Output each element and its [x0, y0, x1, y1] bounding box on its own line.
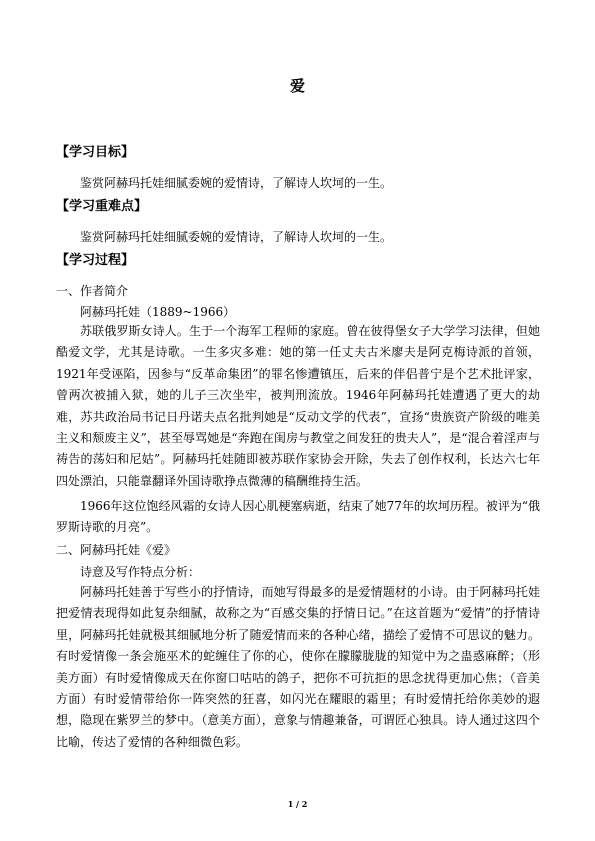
- learning-goals-heading: 【学习目标】: [56, 145, 135, 160]
- poem-analysis: 阿赫玛托娃善于写些小的抒情诗，而她写得最多的是爱情题材的小诗。由于阿赫玛托娃把爱情表现得如此复杂细腻，故称之为“百感交集的抒情日记。”在这首题为“爱情”的抒情诗里，阿赫玛托娃就极其细腻地分析了随爱情而来的各种心绪，描绘了爱情不可思议的魅力。有时爱情像一条会施巫术的蛇缠住了你的心，使你在朦朦胧胧的知觉中为之蛊惑麻醉；（形美方面）有时爱情像成天在你窗口咕咕的鸽子，把你不可抗拒的思念扰得更加心焦；（音美方面）有时爱情带给你一阵突然的狂喜，如闪光在耀眼的霜里；有时爱情托给你美妙的遐想，隐现在紫罗兰的梦中。（意美方面），意象与情趣兼备，可谓匠心独具。诗人通过这四个比喻，传达了爱情的各种细微色彩。: [56, 585, 540, 749]
- author-death-paragraph: 1966年这位饱经风霜的女诗人因心肌梗塞病逝，结束了她77年的坎坷历程。被评为“俄罗斯诗歌的月亮”。: [56, 499, 540, 535]
- key-points-heading: 【学习重难点】: [56, 199, 148, 214]
- key-points-text: 鉴赏阿赫玛托娃细腻委婉的爱情诗，了解诗人坎坷的一生。: [80, 230, 393, 244]
- page-title: 爱: [289, 77, 305, 95]
- author-name-line: 阿赫玛托娃（1889~1966）: [80, 305, 236, 319]
- analysis-subheading: 诗意及写作特点分析：: [80, 565, 201, 579]
- poem-section-heading: 二、阿赫玛托娃《爱》: [56, 543, 177, 557]
- learning-process-heading: 【学习过程】: [56, 253, 135, 268]
- page-number: 1 / 2: [287, 799, 308, 809]
- learning-goals-text: 鉴赏阿赫玛托娃细腻委婉的爱情诗，了解诗人坎坷的一生。: [80, 176, 393, 190]
- author-intro-heading: 一、作者简介: [56, 284, 129, 298]
- author-biography: 苏联俄罗斯女诗人。生于一个海军工程师的家庭。曾在彼得堡女子大学学习法律，但她酷爱文学，尤其是诗歌。一生多灾多难：她的第一任丈夫古米廖夫是阿克梅诗派的首领，1921年受诬陷，因参与“反革命集团”的罪名惨遭镇压，后来的伴侣普宁是个艺术批评家，曾两次被捕入狱，她的儿子三次坐牢，被判刑流放。1946年阿赫玛托娃遭遇了更大的劫难，苏共政治局书记日丹诺夫点名批判她是“反动文学的代表”，宣扬“贵族资产阶级的唯美主义和颓废主义”，甚至辱骂她是“奔跑在闺房与教堂之间发狂的贵夫人”，是“混合着淫声与祷告的荡妇和尼姑”。阿赫玛托娃随即被苏联作家协会开除，失去了创作权利，长达六七年四处漂泊，只能靠翻译外国诗歌挣点微薄的稿酬维持生活。: [56, 324, 540, 488]
